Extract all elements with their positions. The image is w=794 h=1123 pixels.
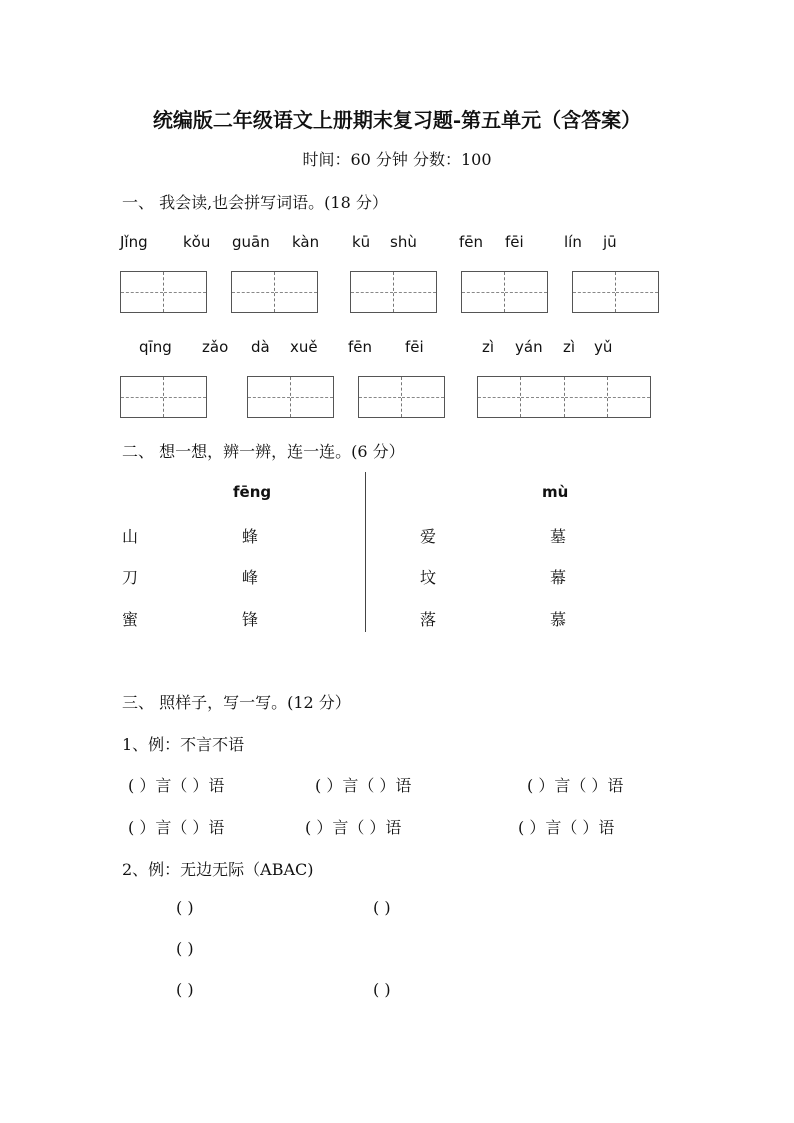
fill-blank[interactable]: ( ）言（ ）语 (128, 776, 225, 795)
fill-blank[interactable]: ( ）言（ ）语 (527, 776, 624, 795)
section2-heading: 二、 想一想，辨一辨，连一连。(6 分） (122, 442, 405, 461)
pinyin: dà (251, 338, 270, 356)
pinyin: yǔ (594, 338, 613, 356)
pinyin: guān (232, 233, 270, 251)
match-char[interactable]: 慕 (550, 610, 567, 629)
pinyin: kàn (292, 233, 320, 251)
fill-blank[interactable]: ( ) (373, 898, 391, 917)
fill-blank[interactable]: ( ）言（ ）语 (315, 776, 412, 795)
pinyin: yán (515, 338, 543, 356)
pinyin: qīng (139, 338, 172, 356)
fill-blank[interactable]: ( ）言（ ）语 (128, 818, 225, 837)
writing-grid[interactable] (231, 271, 318, 313)
writing-grid[interactable] (247, 376, 334, 418)
pinyin: jū (603, 233, 617, 251)
pinyin: fēi (405, 338, 424, 356)
writing-grid[interactable] (120, 376, 207, 418)
match-word[interactable]: 蜜 (122, 610, 139, 629)
writing-grid[interactable] (461, 271, 548, 313)
pinyin: zì (482, 338, 495, 356)
fill-blank[interactable]: ( ) (373, 980, 391, 999)
pinyin: fēn (459, 233, 484, 251)
fill-blank[interactable]: ( ) (176, 898, 194, 917)
writing-grid[interactable] (572, 271, 659, 313)
writing-grid[interactable] (358, 376, 445, 418)
pinyin-feng: fēng (233, 483, 272, 501)
pinyin: lín (564, 233, 582, 251)
match-word[interactable]: 坟 (420, 568, 437, 587)
match-word[interactable]: 爱 (420, 527, 437, 546)
fill-blank[interactable]: ( ) (176, 980, 194, 999)
match-char[interactable]: 锋 (242, 610, 259, 629)
match-char[interactable]: 墓 (550, 527, 567, 546)
match-word[interactable]: 山 (122, 527, 139, 546)
fill-blank[interactable]: ( ）言（ ）语 (305, 818, 402, 837)
time-score-line: 时间：60 分钟 分数：100 (302, 150, 492, 169)
pinyin: Jǐng (120, 233, 148, 251)
pinyin: shù (390, 233, 417, 251)
fill-blank[interactable]: ( ) (176, 939, 194, 958)
writing-grid[interactable] (120, 271, 207, 313)
pinyin-mu: mù (542, 483, 569, 501)
writing-grid[interactable] (477, 376, 651, 418)
match-char[interactable]: 蜂 (242, 527, 259, 546)
match-char[interactable]: 峰 (242, 568, 259, 587)
pinyin: kǒu (183, 233, 211, 251)
match-word[interactable]: 落 (420, 610, 437, 629)
pinyin: zì (563, 338, 576, 356)
fill-blank[interactable]: ( ）言（ ）语 (518, 818, 615, 837)
pinyin: zǎo (202, 338, 229, 356)
pinyin: fēn (348, 338, 373, 356)
question2-label: 2、例：无边无际（ABAC) (122, 860, 314, 879)
match-char[interactable]: 幕 (550, 568, 567, 587)
section3-heading: 三、 照样子，写一写。(12 分） (122, 693, 351, 712)
question1-label: 1、例：不言不语 (122, 735, 245, 754)
divider-line (365, 472, 366, 632)
pinyin: xuě (290, 338, 318, 356)
writing-grid[interactable] (350, 271, 437, 313)
match-word[interactable]: 刀 (122, 568, 139, 587)
pinyin: fēi (505, 233, 524, 251)
page-title: 统编版二年级语文上册期末复习题-第五单元（含答案） (152, 108, 642, 132)
pinyin: kū (352, 233, 371, 251)
section1-heading: 一、 我会读,也会拼写词语。(18 分） (122, 193, 388, 212)
